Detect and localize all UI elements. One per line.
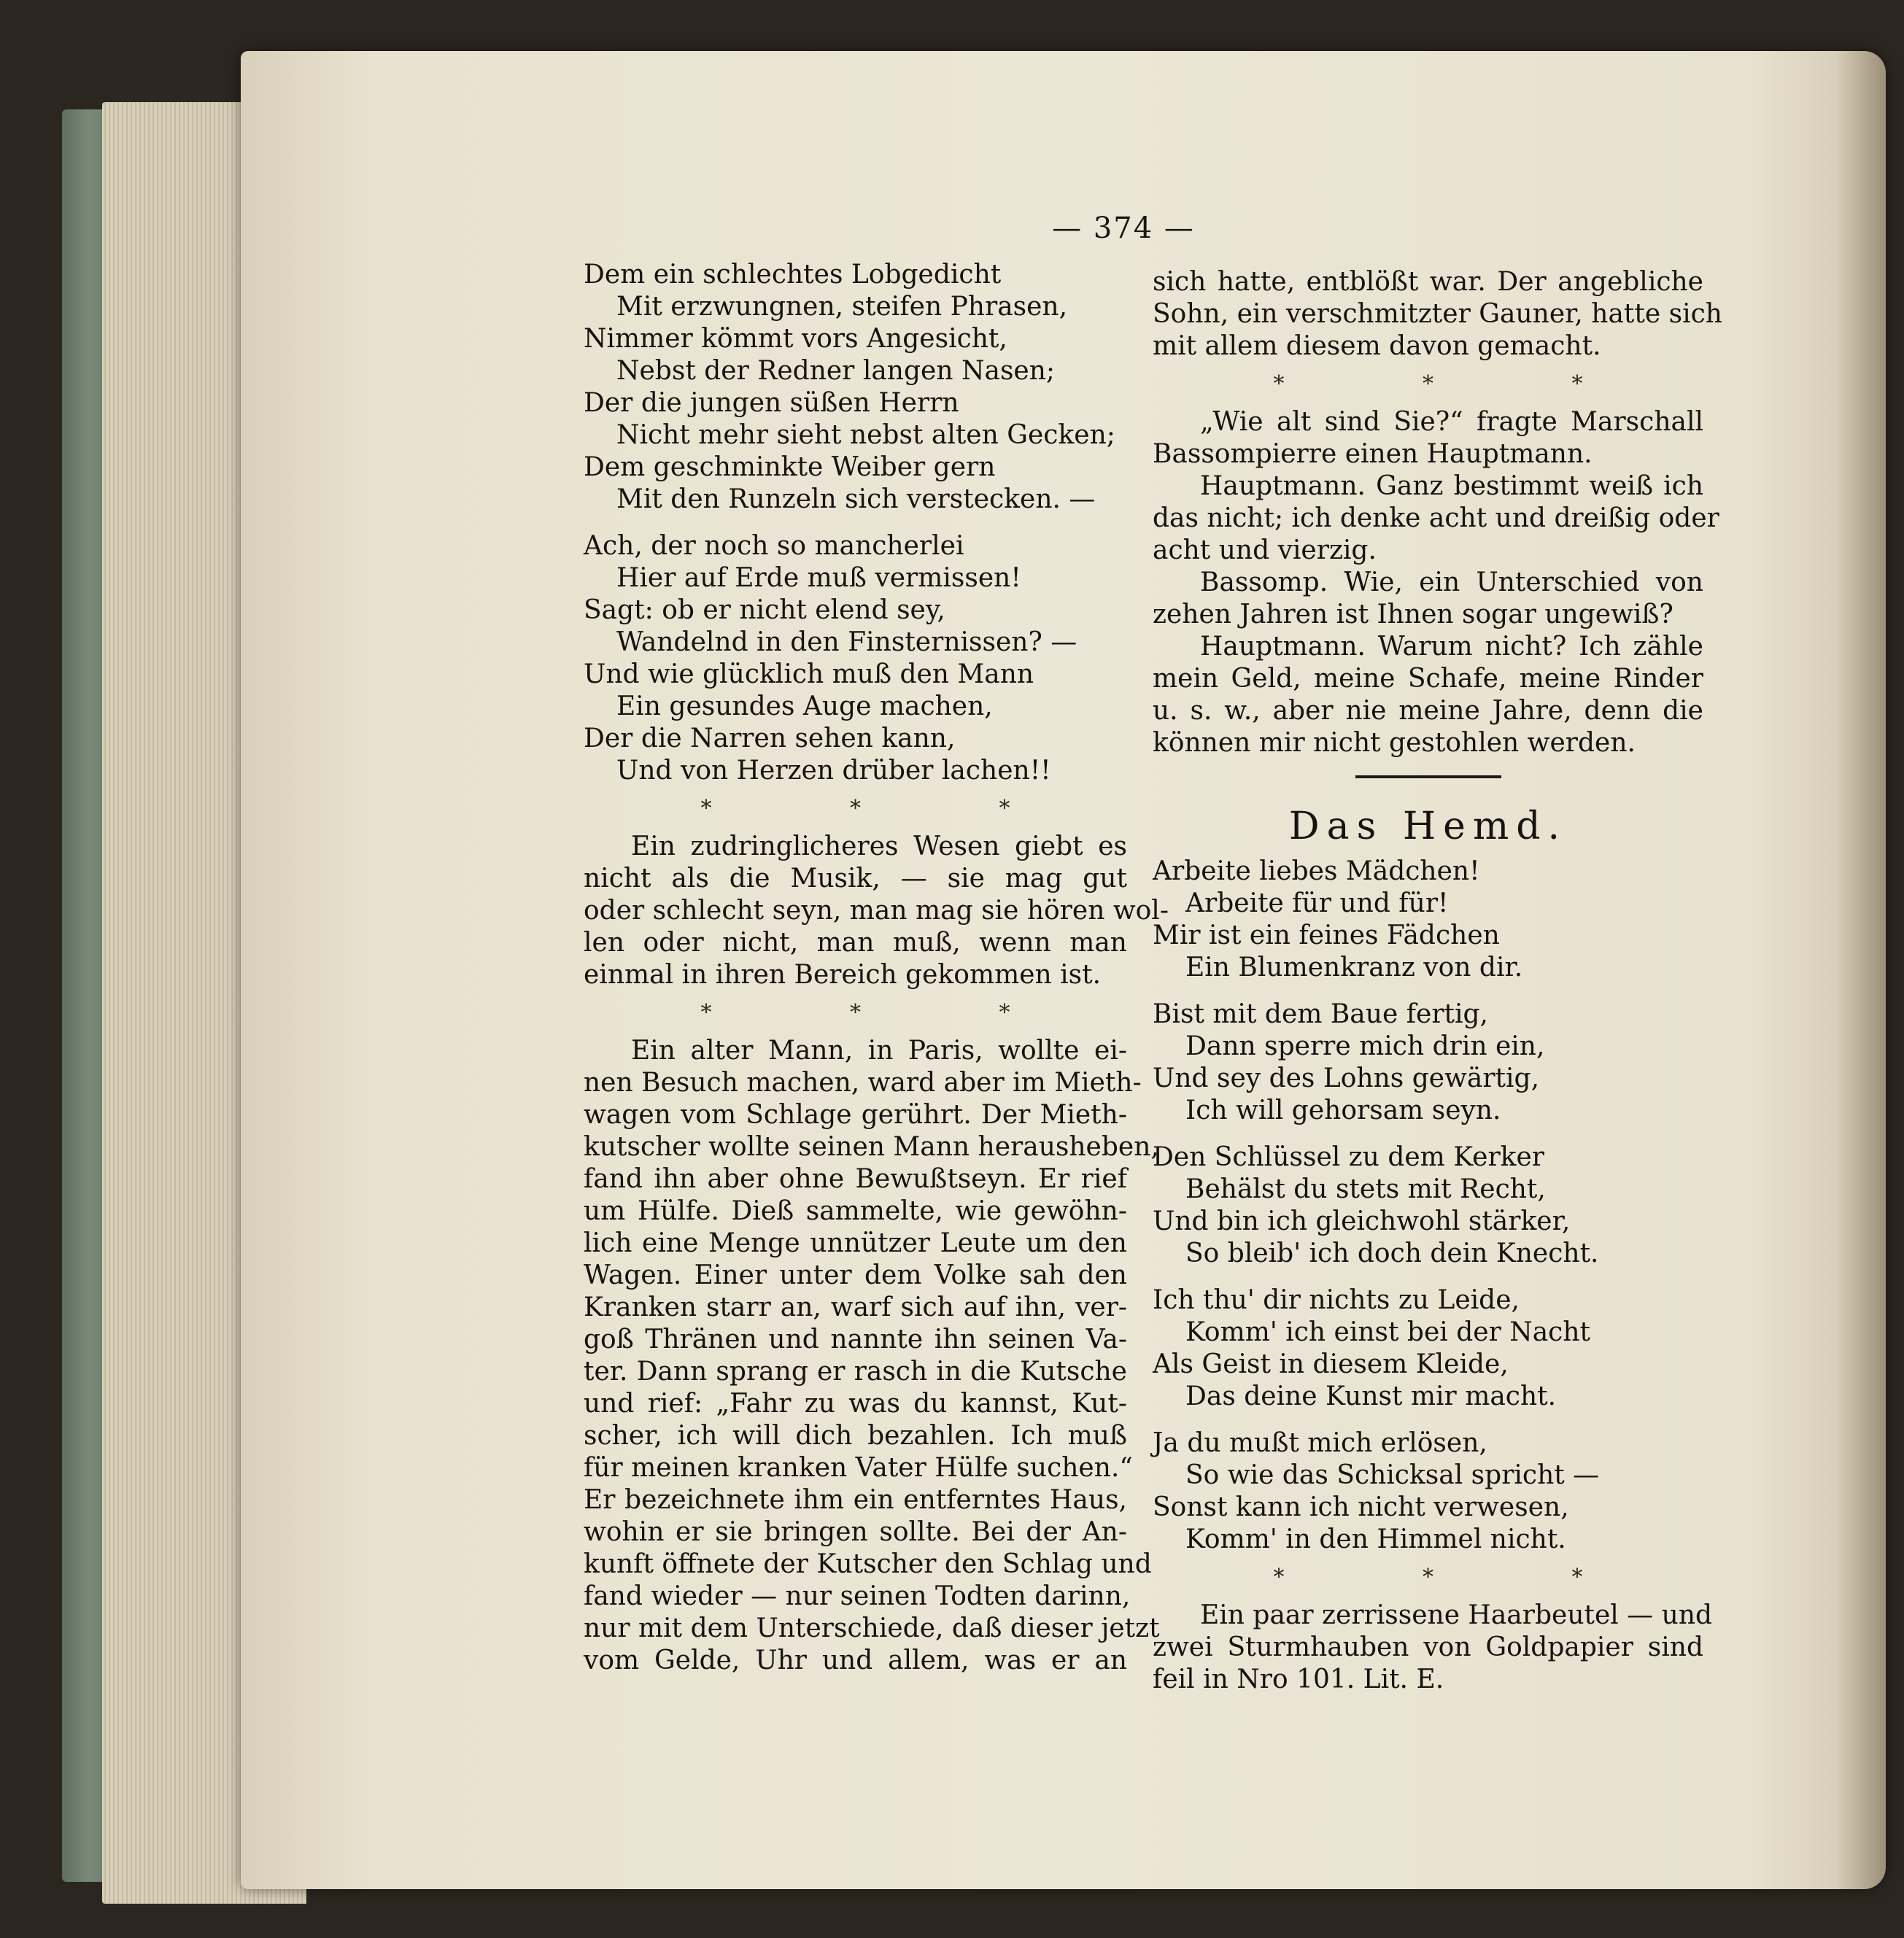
page-curl-shadow <box>1835 51 1886 1889</box>
text-line: acht und vierzig. <box>1153 535 1377 565</box>
text-line: mein Geld, meine Schafe, meine Rinder <box>1153 664 1703 694</box>
text-line: mit allem diesem davon gemacht. <box>1153 331 1601 361</box>
text-line: nicht als die Musik, — sie mag gut <box>584 864 1127 894</box>
text-line: u. s. w., aber nie meine Jahre, denn die <box>1153 696 1703 726</box>
text-line: Ein alter Mann, in Paris, wollte ei- <box>631 1036 1127 1066</box>
text-line: goß Thränen und nannte ihn seinen Va- <box>584 1325 1127 1354</box>
poem-line: Ich will gehorsam seyn. <box>1185 1096 1501 1125</box>
section-separator: * * * <box>700 1000 1076 1026</box>
text-line: das nicht; ich denke acht und dreißig oder <box>1153 503 1719 533</box>
poem-line: Nicht mehr sieht nebst alten Gecken; <box>616 420 1115 450</box>
text-line: len oder nicht, man muß, wenn man <box>584 928 1127 958</box>
text-line: sich hatte, entblößt war. Der angebliche <box>1153 267 1703 297</box>
text-line: wohin er sie bringen sollte. Bei der An- <box>584 1517 1127 1547</box>
poem-line: Und bin ich gleichwohl stärker, <box>1153 1206 1571 1236</box>
poem-line: Mir ist ein feines Fädchen <box>1153 920 1500 950</box>
text-line: um Hülfe. Dieß sammelte, wie gewöhn- <box>584 1196 1127 1226</box>
poem-line: Nebst der Redner langen Nasen; <box>616 356 1056 386</box>
poem-line: Sagt: ob er nicht elend sey, <box>584 595 945 625</box>
poem-line: Nimmer kömmt vors Angesicht, <box>584 324 1007 354</box>
poem-stanza <box>584 530 1127 787</box>
poem-line: Den Schlüssel zu dem Kerker <box>1153 1142 1545 1172</box>
section-separator: * * * <box>700 796 1076 821</box>
text-line: einmal in ihren Bereich gekommen ist. <box>584 960 1102 990</box>
poem-line: Mit erzwungnen, steifen Phrasen, <box>616 292 1068 322</box>
paragraph-bassompierre <box>1153 406 1719 759</box>
poem-line: Mit den Runzeln sich verstecken. — <box>616 484 1096 514</box>
text-line: lich eine Menge unnützer Leute um den <box>584 1228 1127 1258</box>
text-line: kunft öffnete der Kutscher den Schlag und <box>584 1549 1152 1579</box>
text-line: zwei Sturmhauben von Goldpapier sind <box>1153 1632 1703 1662</box>
text-line: oder schlecht seyn, man mag sie hören wol- <box>584 896 1169 926</box>
text-line: Hauptmann. Warum nicht? Ich zähle <box>1200 632 1703 662</box>
poem-stanza <box>1153 1284 1703 1413</box>
poem-line: Dem geschminkte Weiber gern <box>584 452 996 482</box>
text-line: können mir nicht gestohlen werden. <box>1153 728 1636 758</box>
text-line: wagen vom Schlage gerührt. Der Mieth- <box>584 1100 1127 1130</box>
poem-line: Und von Herzen drüber lachen!! <box>616 756 1051 786</box>
poem-line: Arbeite für und für! <box>1185 888 1449 918</box>
text-line: Ein zudringlicheres Wesen giebt es <box>631 832 1127 861</box>
poem-line: Und wie glücklich muß den Mann <box>584 659 1034 689</box>
poem-line: Und sey des Lohns gewärtig, <box>1153 1063 1540 1093</box>
paragraph-musik <box>584 831 1169 991</box>
text-line: vom Gelde, Uhr und allem, was er an <box>584 1646 1127 1675</box>
poem-line: Als Geist in diesem Kleide, <box>1153 1349 1509 1379</box>
text-line: scher, ich will dich bezahlen. Ich muß <box>584 1421 1127 1451</box>
paragraph-paris <box>584 1035 1160 1677</box>
paragraph-final <box>1153 1600 1713 1696</box>
text-line: fand wieder — nur seinen Todten darinn, <box>584 1581 1131 1611</box>
text-line: Er bezeichnete ihm ein entferntes Haus, <box>584 1485 1127 1515</box>
right-column <box>1153 266 1722 1696</box>
poem-line: Komm' ich einst bei der Nacht <box>1185 1317 1590 1347</box>
poem-line: Behälst du stets mit Recht, <box>1185 1174 1546 1204</box>
poem-stanza <box>1153 1142 1703 1270</box>
text-line: zehen Jahren ist Ihnen sogar ungewiß? <box>1153 600 1673 629</box>
text-line: Kranken starr an, warf sich auf ihn, ver- <box>584 1292 1127 1322</box>
poem-line: Ach, der noch so mancherlei <box>584 531 964 561</box>
poem-line: Dann sperre mich drin ein, <box>1185 1031 1545 1061</box>
text-line: nur mit dem Unterschiede, daß dieser jetzt <box>584 1613 1160 1643</box>
poem-line: Arbeite liebes Mädchen! <box>1153 856 1480 886</box>
poem-line: Ein gesundes Auge machen, <box>616 691 993 721</box>
poem-line: Dem ein schlechtes Lobgedicht <box>584 260 1002 290</box>
poem-stanza <box>1153 1427 1703 1556</box>
text-line: fand ihn aber ohne Bewußtseyn. Er rief <box>584 1164 1127 1194</box>
poem-line: Hier auf Erde muß vermissen! <box>616 563 1021 593</box>
poem-title: Das Hemd. <box>1288 805 1568 848</box>
poem-stanza <box>1153 856 1703 984</box>
poem-line: Der die Narren sehen kann, <box>584 724 956 753</box>
text-line: für meinen kranken Vater Hülfe suchen.“ <box>584 1453 1133 1483</box>
poem-line: So wie das Schicksal spricht — <box>1185 1460 1600 1490</box>
left-column <box>584 259 1169 1677</box>
paragraph-continued <box>1153 266 1722 363</box>
poem-line: Komm' in den Himmel nicht. <box>1185 1524 1566 1554</box>
poem-stanza <box>1153 999 1703 1127</box>
text-line: Bassompierre einen Hauptmann. <box>1153 439 1593 469</box>
section-separator: * * * <box>1273 371 1649 397</box>
poem-line: Ja du mußt mich erlösen, <box>1153 1428 1487 1458</box>
text-line: Sohn, ein verschmitzter Gauner, hatte sich <box>1153 299 1722 329</box>
text-line: kutscher wollte seinen Mann herausheben, <box>584 1132 1159 1162</box>
poem-line: Ein Blumenkranz von dir. <box>1185 953 1523 982</box>
poem-line: Der die jungen süßen Herrn <box>584 388 959 418</box>
poem-line: Wandelnd in den Finsternissen? — <box>616 627 1077 657</box>
text-line: feil in Nro 101. Lit. E. <box>1153 1664 1444 1694</box>
text-line: nen Besuch machen, ward aber im Mieth- <box>584 1068 1142 1098</box>
poem-line: Sonst kann ich nicht verwesen, <box>1153 1492 1569 1522</box>
text-line: Wagen. Einer unter dem Volke sah den <box>584 1260 1127 1290</box>
poem-stanza <box>584 259 1127 516</box>
text-line: „Wie alt sind Sie?“ fragte Marschall <box>1200 407 1703 437</box>
section-rule <box>1355 775 1501 778</box>
poem-line: So bleib' ich doch dein Knecht. <box>1185 1239 1599 1268</box>
section-separator: * * * <box>1273 1565 1649 1590</box>
poem-line: Ich thu' dir nichts zu Leide, <box>1153 1285 1520 1315</box>
text-line: Bassomp. Wie, ein Unterschied von <box>1200 567 1703 597</box>
poem-line: Das deine Kunst mir macht. <box>1185 1381 1557 1411</box>
poem-line: Bist mit dem Baue fertig, <box>1153 999 1489 1029</box>
text-line: und rief: „Fahr zu was du kannst, Kut- <box>584 1389 1127 1419</box>
text-line: Ein paar zerrissene Haarbeutel — und <box>1200 1600 1713 1630</box>
text-line: ter. Dann sprang er rasch in die Kutsche <box>584 1357 1127 1387</box>
page-number: — 374 — <box>1052 212 1195 245</box>
text-line: Hauptmann. Ganz bestimmt weiß ich <box>1200 471 1703 501</box>
